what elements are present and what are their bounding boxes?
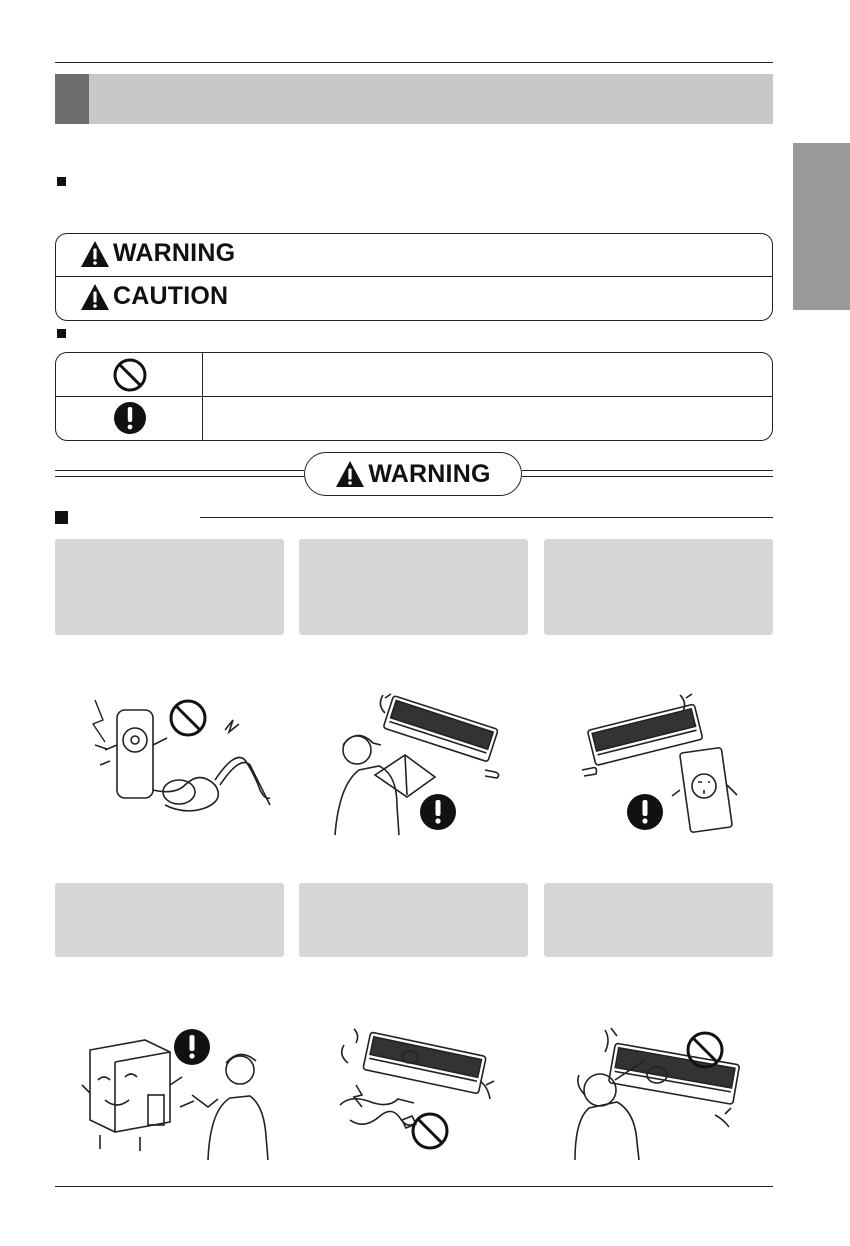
illustration-dedicated-outlet (580, 690, 750, 835)
banner-rule-right-1 (522, 470, 773, 471)
warning-banner (304, 452, 522, 496)
warning-triangle-icon (335, 460, 365, 488)
symbol-legend-box (55, 352, 773, 441)
bottom-rule (55, 1186, 773, 1187)
section-title-bar (55, 74, 773, 124)
symbol-divider-h (56, 396, 772, 397)
instruction-panel-5 (299, 883, 528, 957)
illustration-person-modifying-unit (565, 1020, 745, 1160)
signal-divider (56, 276, 772, 277)
mandatory-exclamation-icon (112, 400, 148, 436)
side-tab (793, 143, 850, 310)
instruction-panel-4 (55, 883, 284, 957)
section-title-marker (55, 74, 89, 124)
caution-label: CAUTION (113, 282, 229, 310)
bullet-square (57, 177, 66, 186)
warning-label: WARNING (113, 239, 236, 267)
bullet-square (57, 329, 66, 338)
instruction-panel-3 (544, 539, 773, 635)
warning-banner-label: WARNING (368, 459, 491, 488)
illustration-plug-sparking (75, 690, 275, 835)
prohibition-icon (112, 357, 148, 393)
illustration-damaged-cord (330, 1025, 500, 1160)
top-rule (55, 62, 773, 63)
banner-rule-left-2 (55, 476, 304, 477)
instruction-panel-6 (544, 883, 773, 957)
banner-rule-right-2 (522, 476, 773, 477)
instruction-panel-2 (299, 539, 528, 635)
instruction-panel-1 (55, 539, 284, 635)
warning-triangle-icon (80, 283, 110, 311)
warning-label-row (80, 239, 235, 268)
symbol-divider-v (202, 353, 203, 440)
subsection-rule (200, 517, 773, 518)
illustration-installer-manual (325, 690, 505, 835)
signal-word-box (55, 233, 773, 321)
warning-banner-label-row (335, 460, 490, 489)
illustration-outdoor-unit-installer (80, 1025, 270, 1160)
banner-rule-left-1 (55, 470, 304, 471)
subsection-bullet (55, 511, 68, 524)
caution-label-row (80, 282, 228, 311)
warning-triangle-icon (80, 240, 110, 268)
